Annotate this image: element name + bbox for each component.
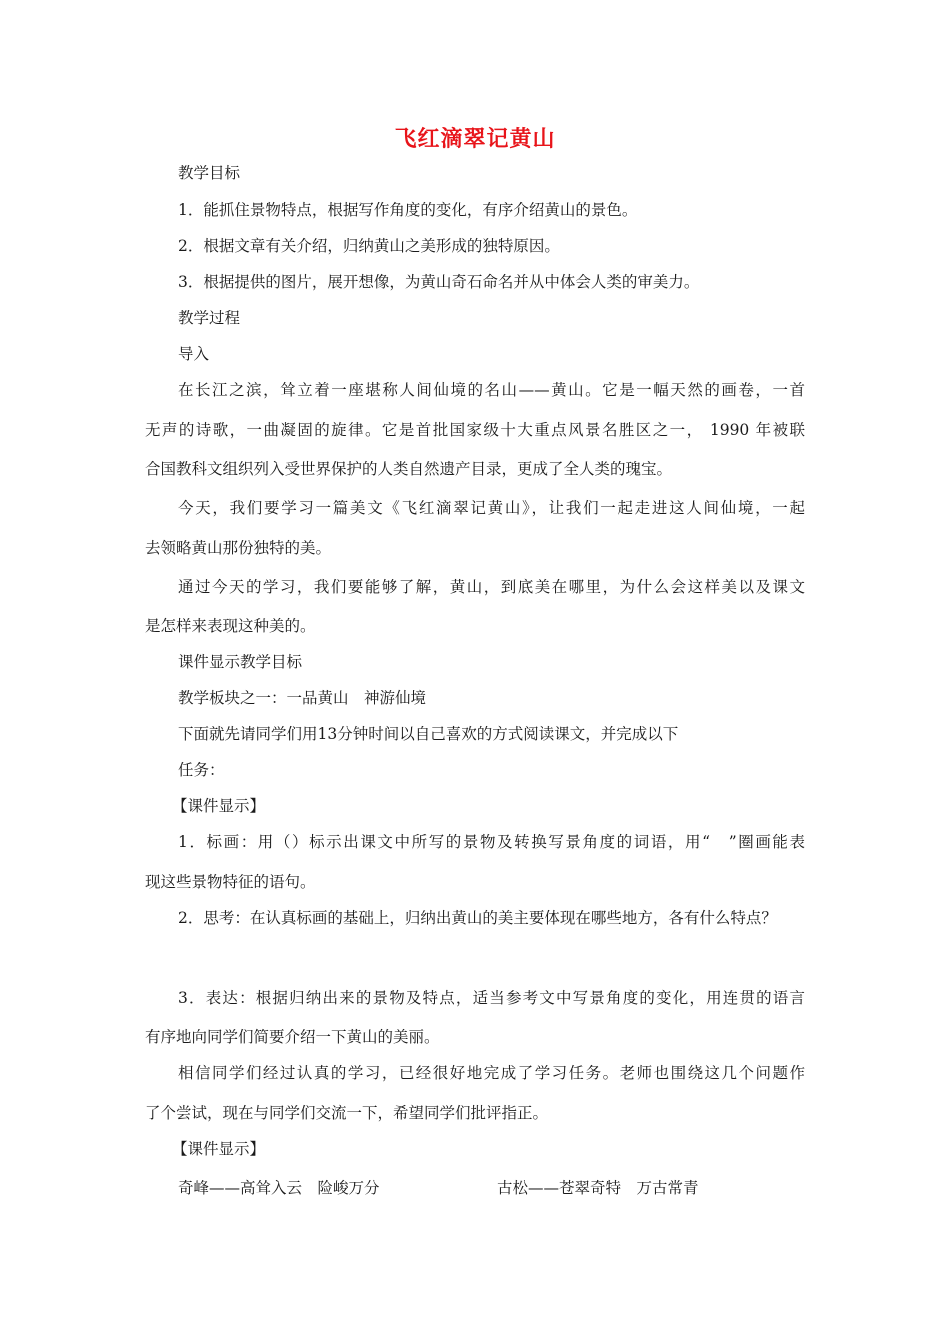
paragraph-line: 任务： xyxy=(178,761,225,779)
paragraph-line: 在长江之滨，耸立着一座堪称人间仙境的名山——黄山。它是一幅天然的画卷，一首 xyxy=(178,381,805,399)
paragraph-line: 去领略黄山那份独特的美。 xyxy=(145,539,332,557)
section-heading: 教学板块之一：一品黄山 神游仙境 xyxy=(178,689,427,707)
task-3: 3．表达：根据归纳出来的景物及特点，适当参考文中写景角度的变化，用连贯的语言 xyxy=(178,989,805,1007)
heading-teaching-goals: 教学目标 xyxy=(178,164,241,182)
task-1: 1．标画：用（）标示出课文中所写的景物及转换写景角度的词语，用“ ”圈画能表 xyxy=(178,833,805,851)
paragraph-line: 无声的诗歌，一曲凝固的旋律。它是首批国家级十大重点风景名胜区之一， 1990 年被联 xyxy=(145,421,805,439)
paragraph-line: 是怎样来表现这种美的。 xyxy=(145,617,316,635)
task-3-cont: 有序地向同学们简要介绍一下黄山的美丽。 xyxy=(145,1028,440,1046)
summary-row-right xyxy=(497,1178,699,1198)
heading-teaching-process: 教学过程 xyxy=(178,309,241,327)
summary-pines: 古松——苍翠奇特 万古常青 xyxy=(497,1179,699,1197)
paragraph-line: 了个尝试，现在与同学们交流一下，希望同学们批评指正。 xyxy=(145,1104,549,1122)
goal-2: 2．根据文章有关介绍，归纳黄山之美形成的独特原因。 xyxy=(178,237,560,255)
paragraph-line: 下面就先请同学们用13分钟时间以自己喜欢的方式阅读课文，并完成以下 xyxy=(178,725,679,743)
summary-peaks: 奇峰——高耸入云 险峻万分 xyxy=(178,1179,380,1197)
paragraph-line: 通过今天的学习，我们要能够了解，黄山，到底美在哪里，为什么会这样美以及课文 xyxy=(178,578,805,596)
courseware-label: 【课件显示】 xyxy=(172,797,266,815)
summary-row xyxy=(178,1178,380,1198)
paragraph-line: 相信同学们经过认真的学习，已经很好地完成了学习任务。老师也围绕这几个问题作 xyxy=(178,1064,805,1082)
goal-1: 1．能抓住景物特点，根据写作角度的变化，有序介绍黄山的景色。 xyxy=(178,201,638,219)
heading-intro: 导入 xyxy=(178,345,210,363)
courseware-label: 【课件显示】 xyxy=(172,1140,266,1158)
task-2: 2．思考：在认真标画的基础上，归纳出黄山的美主要体现在哪些地方，各有什么特点？ xyxy=(178,909,777,927)
task-1-cont: 现这些景物特征的语句。 xyxy=(145,873,316,891)
paragraph-line: 今天，我们要学习一篇美文《飞红滴翠记黄山》，让我们一起走进这人间仙境，一起 xyxy=(178,499,805,517)
document-title: 飞红滴翠记黄山 xyxy=(394,127,556,152)
goal-3: 3．根据提供的图片，展开想像，为黄山奇石命名并从中体会人类的审美力。 xyxy=(178,273,700,291)
paragraph-line: 课件显示教学目标 xyxy=(178,653,303,671)
paragraph-line: 合国教科文组织列入受世界保护的人类自然遗产目录，更成了全人类的瑰宝。 xyxy=(145,460,673,478)
